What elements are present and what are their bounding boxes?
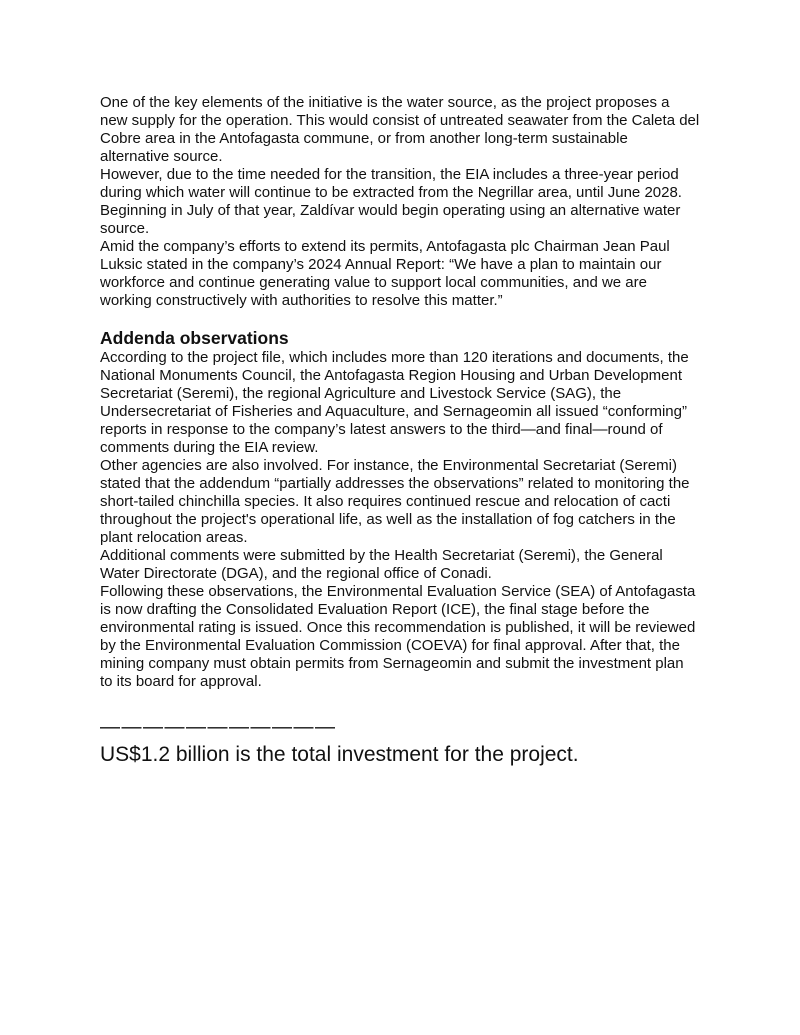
paragraph-additional-comments: Additional comments were submitted by the Health Secretariat (Seremi), the General Water Directorate (DGA), and the regional office of Conadi. [100, 547, 663, 582]
paragraph-next-steps: Following these observations, the Environmental Evaluation Service (SEA) of Antofagasta is now drafting the Consolidated Evaluation Report (ICE), the final stage before the environmental rating is issued. Once this recommendation is published, it will be reviewed by the Environmental Evaluation Commission (COEVA) for final approval. After that, the mining company must obtain permits from Sernageomin and submit the investment plan to its board for approval. [100, 583, 696, 690]
paragraph-water-source: One of the key elements of the initiative is the water source, as the project proposes a new supply for the operation. This would consist of untreated seawater from the Caleta del Cobre area in the Antofagasta commune, or from another long-term sustainable alternative source. [100, 94, 700, 165]
paragraph-conforming-reports: According to the project file, which includes more than 120 iterations and documents, the National Monuments Council, the Antofagasta Region Housing and Urban Development Secretariat (Seremi), the regional Agriculture and Livestock Service (SAG), the Undersecretariat of Fisheries and Aquaculture, and Sernageomin all issued “conforming” reports in response to the company’s latest answers to the third—and final—round of comments during the EIA review. [100, 349, 689, 456]
document-body [100, 94, 700, 768]
paragraph-other-agencies: Other agencies are also involved. For instance, the Environmental Secretariat (Seremi) stated that the addendum “partially addresses the observations” related to monitoring the short-tailed chinchilla species. It also requires continued rescue and relocation of cacti throughout the project's operational life, as well as the installation of fog catchers in the plant relocation areas. [100, 457, 690, 546]
section-heading: Addenda observations [100, 328, 289, 348]
separator-dashes: ——————————— [100, 716, 337, 738]
investment-callout: US$1.2 billion is the total investment for the project. [100, 743, 579, 766]
paragraph-chairman-quote: Amid the company’s efforts to extend its permits, Antofagasta plc Chairman Jean Paul Luksic stated in the company’s 2024 Annual Report: “We have a plan to maintain our workforce and continue generating value to support local communities, and we are working constructively with authorities to resolve this matter.” [100, 238, 670, 309]
paragraph-transition-period: However, due to the time needed for the transition, the EIA includes a three-year period during which water will continue to be extracted from the Negrillar area, until June 2028. Beginning in July of that year, Zaldívar would begin operating using an alternative water source. [100, 166, 682, 237]
